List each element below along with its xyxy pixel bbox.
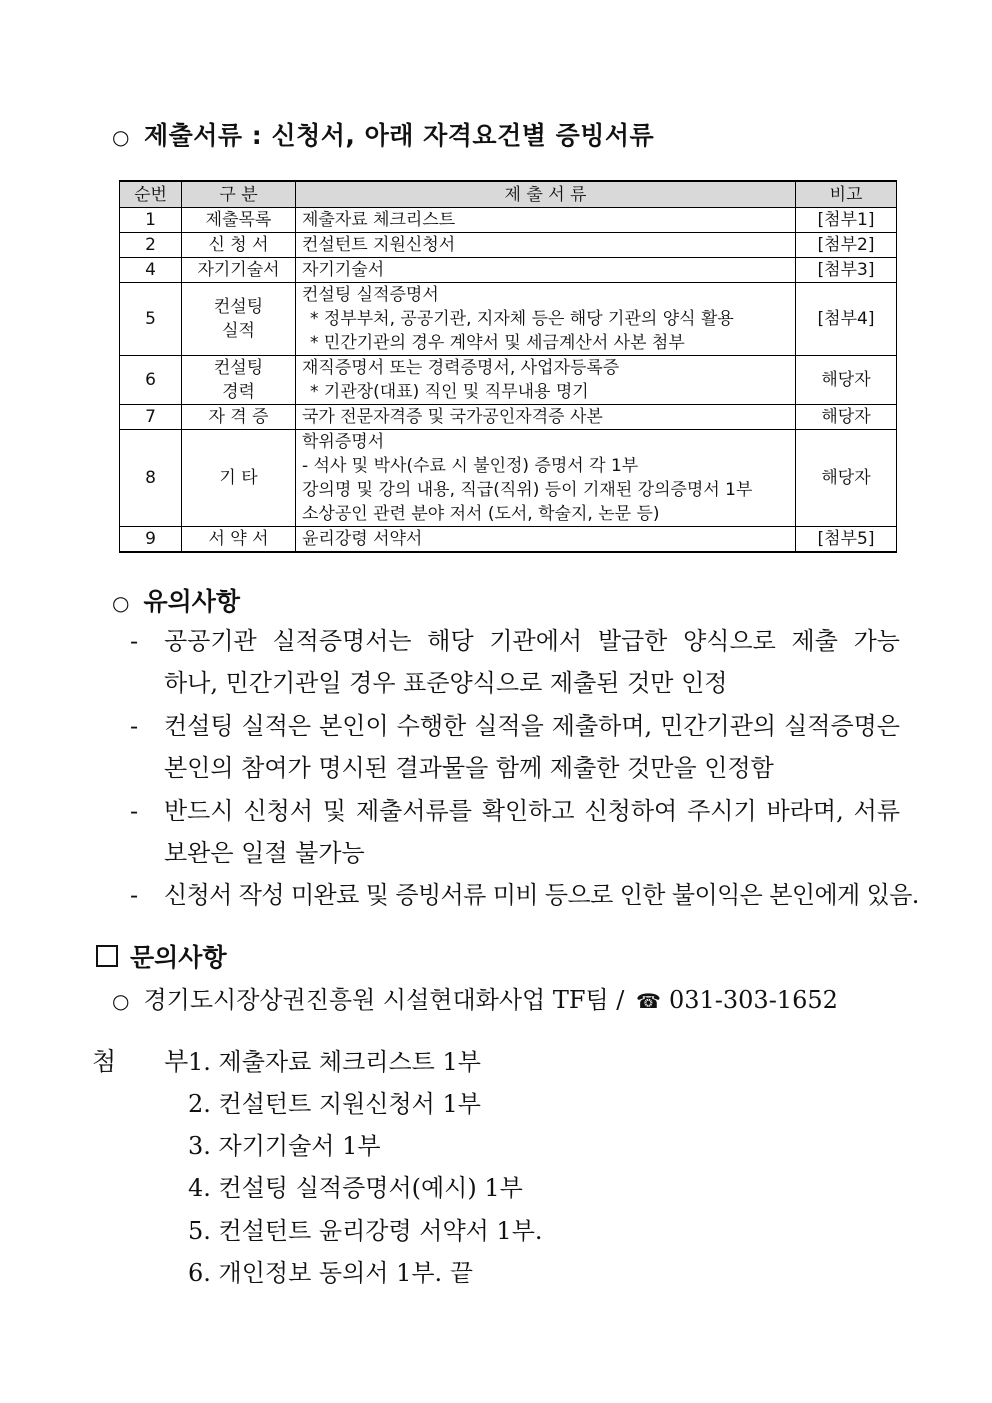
row-note: [첨부2] — [796, 233, 897, 258]
row-category — [182, 233, 296, 258]
note-line: 보완은 일절 불가능 — [164, 839, 365, 867]
table-body — [120, 208, 897, 553]
document-line: 소상공인 관련 분야 저서 (도서, 학술지, 논문 등) — [302, 504, 660, 524]
row-number: 4 — [120, 258, 182, 283]
note-line: 공공기관 실적증명서는 해당 기관에서 발급한 양식으로 제출 가능 — [164, 627, 900, 655]
note-item-4 — [130, 874, 919, 916]
attachment-item: 1. 제출자료 체크리스트 1부 — [188, 1048, 481, 1076]
document-subnote: * 기관장(대표) 직인 및 직무내용 명기 — [310, 382, 589, 402]
note-item-3 — [130, 790, 900, 874]
document-line: 자기기술서 — [302, 260, 385, 280]
category-line: 기 타 — [219, 468, 258, 488]
row-note: 해당자 — [796, 405, 897, 430]
document-line: 윤리강령 서약서 — [302, 529, 423, 549]
submission-title: 제출서류 : 신청서, 아래 자격요건별 증빙서류 — [143, 121, 655, 150]
category-line: 경력 — [222, 382, 255, 402]
row-documents — [296, 208, 796, 233]
inquiry-phone: 031-303-1652 — [668, 986, 838, 1014]
inquiry-heading — [96, 938, 227, 974]
row-number: 5 — [120, 283, 182, 356]
document-line: 컨설팅 실적증명서 — [302, 285, 439, 305]
row-documents — [296, 283, 796, 356]
category-line: 자기기술서 — [197, 260, 280, 280]
table-row — [120, 356, 897, 405]
note-line: 컨설팅 실적은 본인이 수행한 실적을 제출하며, 민간기관의 실적증명은 — [164, 712, 900, 740]
row-category — [182, 258, 296, 283]
row-note: 해당자 — [796, 356, 897, 405]
table-header-row — [120, 181, 897, 208]
note-item-2 — [130, 705, 900, 789]
dash-bullet: - — [130, 712, 139, 740]
header-note: 비고 — [796, 181, 897, 208]
table-row — [120, 208, 897, 233]
header-documents: 제 출 서 류 — [296, 181, 796, 208]
attachment-item: 2. 컨설턴트 지원신청서 1부 — [188, 1090, 481, 1118]
dash-bullet: - — [130, 627, 139, 655]
table-row — [120, 527, 897, 553]
category-line: 컨설팅 — [213, 358, 264, 378]
table-row — [120, 283, 897, 356]
row-note: 해당자 — [796, 430, 897, 527]
attachments-label: 첨 부 — [92, 1047, 209, 1076]
checkbox-square-icon — [96, 945, 118, 967]
document-line: 국가 전문자격증 및 국가공인자격증 사본 — [302, 407, 603, 427]
row-number: 9 — [120, 527, 182, 553]
submission-documents-table — [119, 180, 897, 553]
row-category — [182, 208, 296, 233]
document-line: 강의명 및 강의 내용, 직급(직위) 등이 기재된 강의증명서 1부 — [302, 480, 753, 500]
category-line: 서 약 서 — [208, 529, 269, 549]
table-row — [120, 233, 897, 258]
phone-icon: ☎ — [636, 989, 661, 1013]
attachment-item: 3. 자기기술서 1부 — [188, 1132, 381, 1160]
row-number: 8 — [120, 430, 182, 527]
row-number: 1 — [120, 208, 182, 233]
note-item-1 — [130, 620, 900, 704]
document-subnote: * 정부부처, 공공기관, 지자체 등은 해당 기관의 양식 활용 — [310, 309, 734, 329]
table-row — [120, 430, 897, 527]
header-category: 구 분 — [182, 181, 296, 208]
note-line: 본인의 참여가 명시된 결과물을 함께 제출한 것만을 인정함 — [164, 754, 774, 782]
document-line: 제출자료 체크리스트 — [302, 210, 456, 230]
document-line: 학위증명서 — [302, 432, 385, 452]
inquiry-contact — [112, 980, 838, 1015]
category-line: 제출목록 — [205, 210, 272, 230]
document-line: 재직증명서 또는 경력증명서, 사업자등록증 — [302, 358, 620, 378]
notes-title: 유의사항 — [143, 587, 241, 616]
row-documents — [296, 430, 796, 527]
row-documents — [296, 356, 796, 405]
inquiry-title: 문의사항 — [130, 943, 227, 972]
circle-bullet-icon: ○ — [112, 125, 130, 149]
header-no: 순번 — [120, 181, 182, 208]
notes-heading — [112, 582, 240, 618]
document-subnote: * 민간기관의 경우 계약서 및 세금계산서 사본 첨부 — [310, 333, 685, 353]
category-line: 자 격 증 — [208, 407, 269, 427]
attachment-item: 5. 컨설턴트 윤리강령 서약서 1부. — [188, 1217, 543, 1245]
row-note: [첨부4] — [796, 283, 897, 356]
row-category — [182, 356, 296, 405]
category-line: 신 청 서 — [208, 235, 269, 255]
submission-heading — [112, 116, 654, 152]
row-documents — [296, 233, 796, 258]
inquiry-org: 경기도시장상권진흥원 시설현대화사업 TF팀 / — [143, 986, 625, 1014]
row-category — [182, 430, 296, 527]
row-note: [첨부1] — [796, 208, 897, 233]
table-row — [120, 405, 897, 430]
note-line: 반드시 신청서 및 제출서류를 확인하고 신청하여 주시기 바라며, 서류 — [164, 797, 900, 825]
dash-bullet: - — [130, 881, 139, 909]
circle-bullet-icon: ○ — [112, 591, 130, 615]
row-category — [182, 283, 296, 356]
row-note: [첨부5] — [796, 527, 897, 553]
row-documents — [296, 258, 796, 283]
document-line: - 석사 및 박사(수료 시 불인정) 증명서 각 1부 — [302, 456, 639, 476]
note-line: 신청서 작성 미완료 및 증빙서류 미비 등으로 인한 불이익은 본인에게 있음. — [164, 881, 919, 909]
note-line: 하나, 민간기관일 경우 표준양식으로 제출된 것만 인정 — [164, 669, 728, 697]
dash-bullet: - — [130, 797, 139, 825]
category-line: 컨설팅 — [213, 297, 264, 317]
circle-bullet-icon: ○ — [112, 989, 130, 1013]
attachment-item: 6. 개인정보 동의서 1부. 끝 — [188, 1259, 473, 1287]
row-category — [182, 405, 296, 430]
attachment-item: 4. 컨설팅 실적증명서(예시) 1부 — [188, 1174, 523, 1202]
row-number: 6 — [120, 356, 182, 405]
document-line: 컨설턴트 지원신청서 — [302, 235, 456, 255]
row-note: [첨부3] — [796, 258, 897, 283]
table-row — [120, 258, 897, 283]
row-number: 2 — [120, 233, 182, 258]
category-line: 실적 — [222, 321, 255, 341]
row-documents — [296, 405, 796, 430]
row-number: 7 — [120, 405, 182, 430]
row-category — [182, 527, 296, 553]
row-documents — [296, 527, 796, 553]
